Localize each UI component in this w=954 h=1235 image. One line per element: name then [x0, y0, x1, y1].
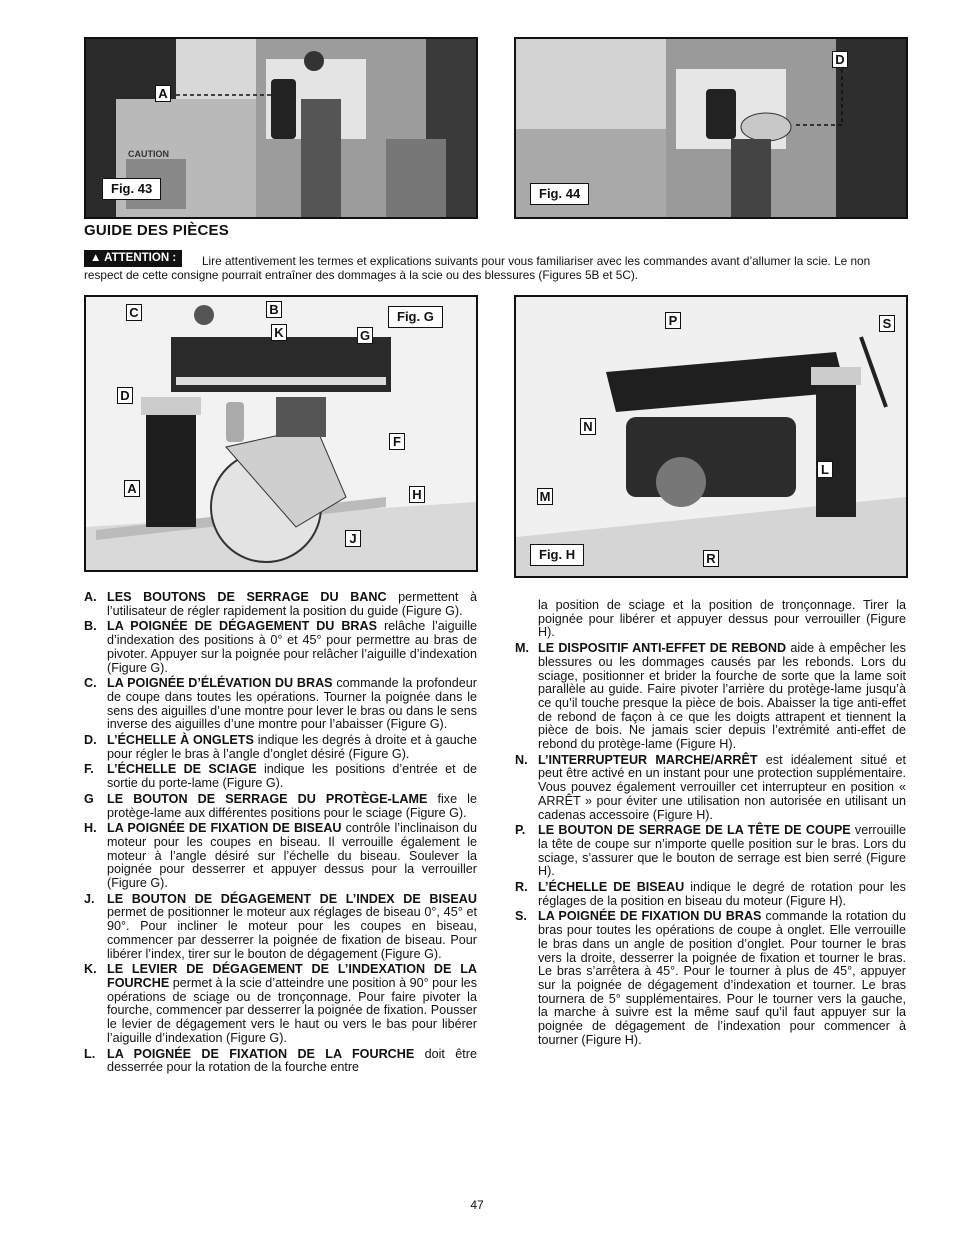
- callout-n: N: [580, 418, 596, 435]
- callout-f: F: [389, 433, 405, 450]
- section-title: GUIDE DES PIÈCES: [84, 222, 229, 239]
- attention-badge: [84, 250, 182, 267]
- callout-a: A: [155, 85, 171, 102]
- list-item: F. L’ÉCHELLE DE SCIAGE indique les positions d’entrée et de sortie du porte-lame (Figure G).: [84, 762, 477, 791]
- callout-r: R: [703, 550, 719, 567]
- figure-44-photo: [514, 37, 908, 219]
- list-item: S. LA POIGNÉE DE FIXATION DU BRAS commande la rotation du bras pour toutes les opérations de coupe à onglet. Elle verrouille le bras dans un angle de position d’onglet. Pour tourner le bras vers la droite, desserrer la poignée de fixation et tourner le bras. Le bras s’arrêtera à 45°. Pour le tourner à plus de 45°, appuyer sur la poignée de dégagement d’indexation et tourner. Le bras tournera de 5° supplémentaires. Pour le tourner vers la gauche, la marche à suivre est la même sauf qu’il faut appuyer sur la poignée de dégagement de l’indexation pour commencer à tourner (Figure H).: [515, 909, 906, 1047]
- callout-b: B: [266, 301, 282, 318]
- continued-text: la position de sciage et la position de tronçonnage. Tirer la poignée pour libérer et appuyer dessus pour verrouiller (Figure H).: [538, 598, 906, 640]
- figure-h-illustration: [516, 297, 906, 576]
- right-column: [515, 599, 906, 1050]
- callout-l: L: [817, 461, 833, 478]
- callout-a: A: [124, 480, 140, 497]
- page-number: 47: [470, 1198, 484, 1212]
- figure-44-label: Fig. 44: [530, 183, 589, 205]
- svg-text:CAUTION: CAUTION: [128, 149, 169, 159]
- list-item: H. LA POIGNÉE DE FIXATION DE BISEAU contrôle l’inclinaison du moteur pour les coupes en biseau. Il verrouille également le moteur à l’angle désiré sur l’échelle du biseau. Soulever la poignée pour desserrer et appuyer dessus pour la verrouiller (Figure G).: [84, 821, 477, 891]
- callout-s: S: [879, 315, 895, 332]
- callout-d: D: [117, 387, 133, 404]
- list-item: L. LA POIGNÉE DE FIXATION DE LA FOURCHE doit être desserrée pour la rotation de la fourche entre: [84, 1046, 477, 1075]
- callout-p: P: [665, 312, 681, 329]
- list-item: A. LES BOUTONS DE SERRAGE DU BANC permettent à l’utilisateur de régler rapidement la position du guide (Figure G).: [84, 590, 477, 618]
- left-column: [84, 591, 477, 1077]
- callout-c: C: [126, 304, 142, 321]
- figure-g-label: Fig. G: [388, 306, 443, 328]
- callout-j: J: [345, 530, 361, 547]
- attention-label: ATTENTION :: [104, 252, 177, 264]
- list-item: P. LE BOUTON DE SERRAGE DE LA TÊTE DE COUPE verrouille la tête de coupe sur n’importe quelle position sur le bras. Lors du sciage, s’assurer que le bouton de serrage est bien serré (Figure H).: [515, 823, 907, 879]
- list-item: R. L’ÉCHELLE DE BISEAU indique le degré de rotation pour les réglages de la position en biseau du moteur (Figure H).: [515, 880, 906, 908]
- list-item: C. LA POIGNÉE D’ÉLÉVATION DU BRAS commande la profondeur de coupe dans toutes les opérations. Tourner la poignée dans le sens des aiguilles d’une montre pour lever le bras ou dans le sens inverse des aiguilles d’une montre pour l’abaisser (Figure G).: [84, 676, 477, 732]
- figure-43-photo: [84, 37, 478, 219]
- callout-g: G: [357, 327, 373, 344]
- figure-h-label: Fig. H: [530, 544, 584, 566]
- list-item: M. LE DISPOSITIF ANTI-EFFET DE REBOND aide à empêcher les blessures ou les dommages causés par les rebonds. Lors du sciage, positionner et brider la fourche de sorte que la lame soit parallèle au guide. Faire pivoter l’arrière du protège-lame jusqu’à ce qu’il touche presque la pièce de bois. Abaisser la tige anti-effet de rebond de façon à ce que les doigts attrapent et tiennent la pièce de bois. Ne jamais scier depuis l’extrémité anti-effet de rebond du protège-lame (Figure H).: [515, 641, 906, 752]
- figure-h-photo: [514, 295, 908, 578]
- list-item: B. LA POIGNÉE DE DÉGAGEMENT DU BRAS relâche l’aiguille d’indexation des positions à 0° et 45° pour permettre au bras de pivoter. Appuyer sur la poignée pour relâcher l’aiguille d’indexation (Figure G).: [84, 619, 477, 675]
- warning-triangle-icon: ▲: [90, 252, 102, 264]
- callout-d: D: [832, 51, 848, 68]
- callout-m: M: [537, 488, 553, 505]
- list-item: D. L’ÉCHELLE À ONGLETS indique les degrés à droite et à gauche pour régler le bras à l’angle d’onglet désiré (Figure G).: [84, 733, 477, 761]
- list-item: N. L’INTERRUPTEUR MARCHE/ARRÊT est idéalement situé et peut être activé en un instant pour une protection supplémentaire. Vous pouvez également verrouiller cet interrupteur en position « ARRÊT » pour éviter une utilisation non autorisée en utilisant un cadenas accessoire (Figure H).: [515, 752, 907, 822]
- figure-g-photo: [84, 295, 478, 572]
- callout-k: K: [271, 324, 287, 341]
- list-item: J. LE BOUTON DE DÉGAGEMENT DE L’INDEX DE BISEAU permet de positionner le moteur aux réglages de biseau 0°, 45° et 90°. Pour incliner le moteur pour les coupes en biseau, commencer par desserrer la poignée de fixation de biseau. Pour libérer l’index, tirer sur le bouton de dégagement (Figure G).: [84, 891, 477, 961]
- figure-43-label: Fig. 43: [102, 178, 161, 200]
- callout-h: H: [409, 486, 425, 503]
- intro-paragraph: Lire attentivement les termes et explications suivants pour vous familiariser avec les commandes avant d’allumer la scie. Le non respect de cette consigne pourrait entraîner des dommages à la scie ou des blessures (Figures 5B et 5C).: [84, 254, 871, 282]
- list-item: K. LE LEVIER DE DÉGAGEMENT DE L’INDEXATION DE LA FOURCHE permet à la scie d’atteindre une position à 90° pour les opérations de sciage ou de tronçonnage. Pour faire pivoter la fourche, commencer par desserrer la poignée de fixation. Pousser le levier de dégagement vers le haut ou vers le bas pour libérer l’aiguille d’indexation (Figure G).: [84, 962, 477, 1045]
- list-item: G LE BOUTON DE SERRAGE DU PROTÈGE-LAME fixe le protège-lame aux différentes positions pour le sciage (Figure G).: [84, 791, 477, 820]
